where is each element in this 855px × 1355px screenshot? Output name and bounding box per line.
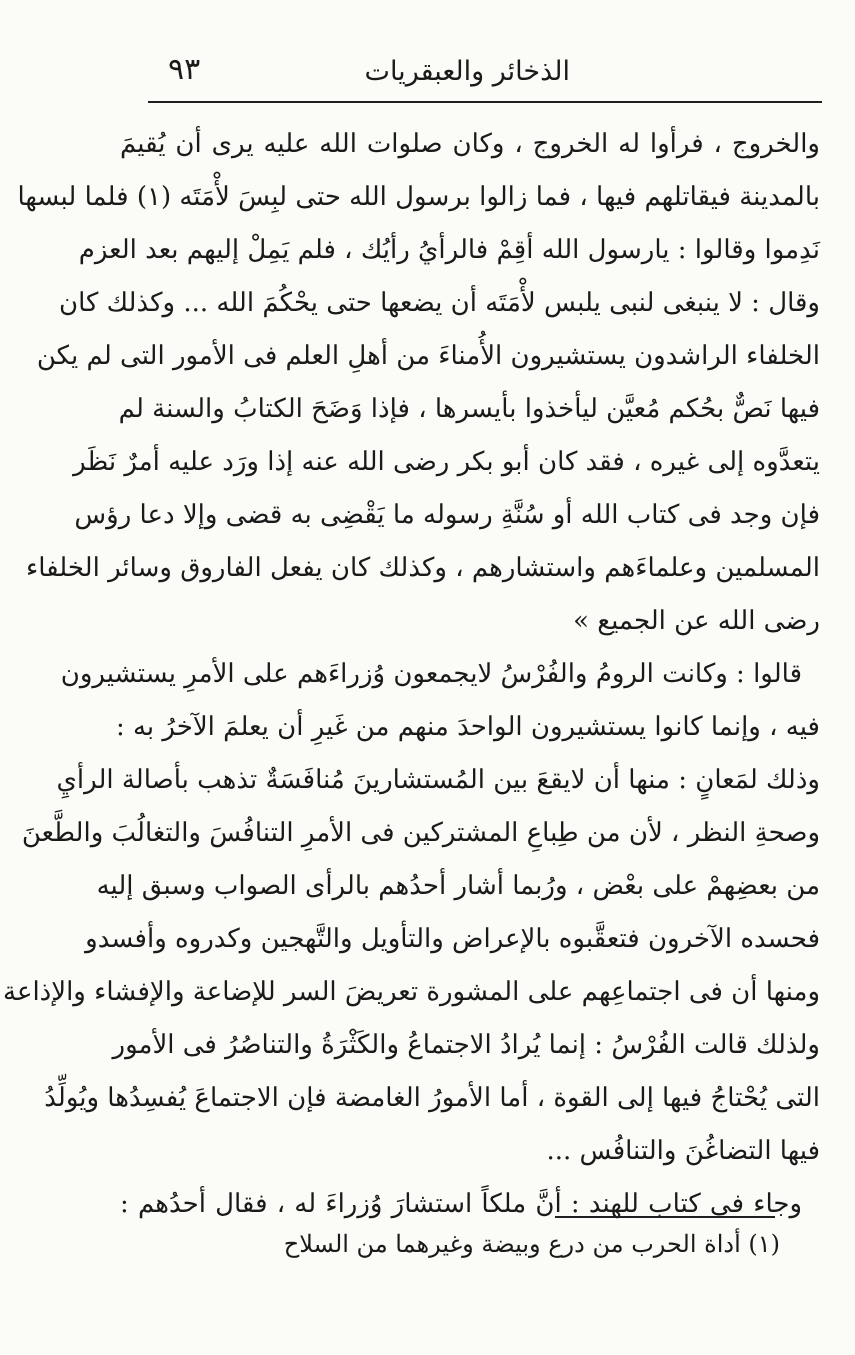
text-line: من بعضِهمْ على بعْض ، ورُبما أشار أحدُهم بالرأى الصواب وسبق إليه — [96, 871, 820, 901]
text-line: فحسده الآخرون فتعقَّبوه بالإعراض والتأويل والتَّهجين وكدروه وأفسدو — [85, 924, 820, 954]
running-title: الذخائر والعبقريات — [364, 56, 570, 87]
text-line: وذلك لمَعانٍ : منها أن لايقعَ بين المُستشارينَ مُنافَسَةٌ تذهب بأصالة الرأيِ — [56, 765, 820, 795]
text-line: المسلمين وعلماءَهم واستشارهم ، وكذلك كان يفعل الفاروق وسائر الخلفاء — [25, 553, 820, 583]
text-line: التى يُحْتاجُ فيها إلى القوة ، أما الأمورُ الغامضة فإن الاجتماعَ يُفسِدُها ويُولِّدُ — [44, 1083, 820, 1113]
text-line: والخروج ، فرأوا له الخروج ، وكان صلوات الله عليه يرى أن يُقيمَ — [120, 129, 820, 159]
paragraph-start-line: وجاء فى كتاب للهند : أنَّ ملكاً استشارَ وُزراءَ له ، فقال أحدُهم : — [120, 1189, 802, 1219]
text-line: الخلفاء الراشدون يستشيرون الأُمناءَ من أهلِ العلم فى الأمور التى لم يكن — [36, 341, 820, 371]
text-line: فيه ، وإنما كانوا يستشيرون الواحدَ منهم من غَيرِ أن يعلمَ الآخرُ به : — [115, 712, 820, 742]
text-line: ولذلك قالت الفُرْسُ : إنما يُرادُ الاجتماعُ والكَثْرَةُ والتناصُرُ فى الأمور — [112, 1030, 820, 1060]
text-line: فيها نَصٌّ بحُكم مُعيَّن ليأخذوا بأيسرها ، فإذا وَضَحَ الكتابُ والسنة لم — [118, 394, 820, 424]
text-line: رضى الله عن الجميع » — [573, 606, 820, 636]
text-line: فإن وجد فى كتاب الله أو سُنَّةِ رسوله ما يَقْضِى به قضى وإلا دعا رؤس — [74, 500, 820, 530]
body-text — [3, 118, 820, 1231]
paragraph-start-line: قالوا : وكانت الرومُ والفُرْسُ لايجمعون وُزراءَهم على الأمرِ يستشيرون — [60, 659, 802, 689]
running-header — [150, 48, 820, 102]
header-rule — [148, 101, 822, 103]
text-line: فيها التضاغُنَ والتنافُس ... — [546, 1136, 820, 1166]
text-line: يتعدَّوه إلى غيره ، فقد كان أبو بكر رضى الله عنه إذا ورَد عليه أمرٌ نَظَر — [73, 447, 820, 477]
text-line: نَدِموا وقالوا : يارسول الله أقِمْ فالرأيُ رأيُك ، فلم يَمِلْ إليهم بعد العزم — [78, 235, 820, 265]
text-line: بالمدينة فيقاتلهم فيها ، فما زالوا برسول الله حتى لبِسَ لأْمَتَه (١) فلما لبسها — [17, 182, 820, 212]
footnote: (١) أداة الحرب من درع وبيضة وغيرهما من السلاح — [283, 1230, 780, 1258]
text-line: وقال : لا ينبغى لنبى يلبس لأْمَتَه أن يضعها حتى يحْكُمَ الله ... وكذلك كان — [58, 288, 820, 318]
text-line: ومنها أن فى اجتماعِهم على المشورة تعريضَ السر للإضاعة والإفشاء والإذاعة — [3, 977, 820, 1007]
text-line: وصحةِ النظر ، لأن من طِباعِ المشتركين فى الأمرِ التنافُسَ والتغالُبَ والطَّعنَ — [21, 818, 820, 848]
footnote-rule — [555, 1216, 775, 1218]
page-number: ٩٣ — [168, 52, 201, 87]
